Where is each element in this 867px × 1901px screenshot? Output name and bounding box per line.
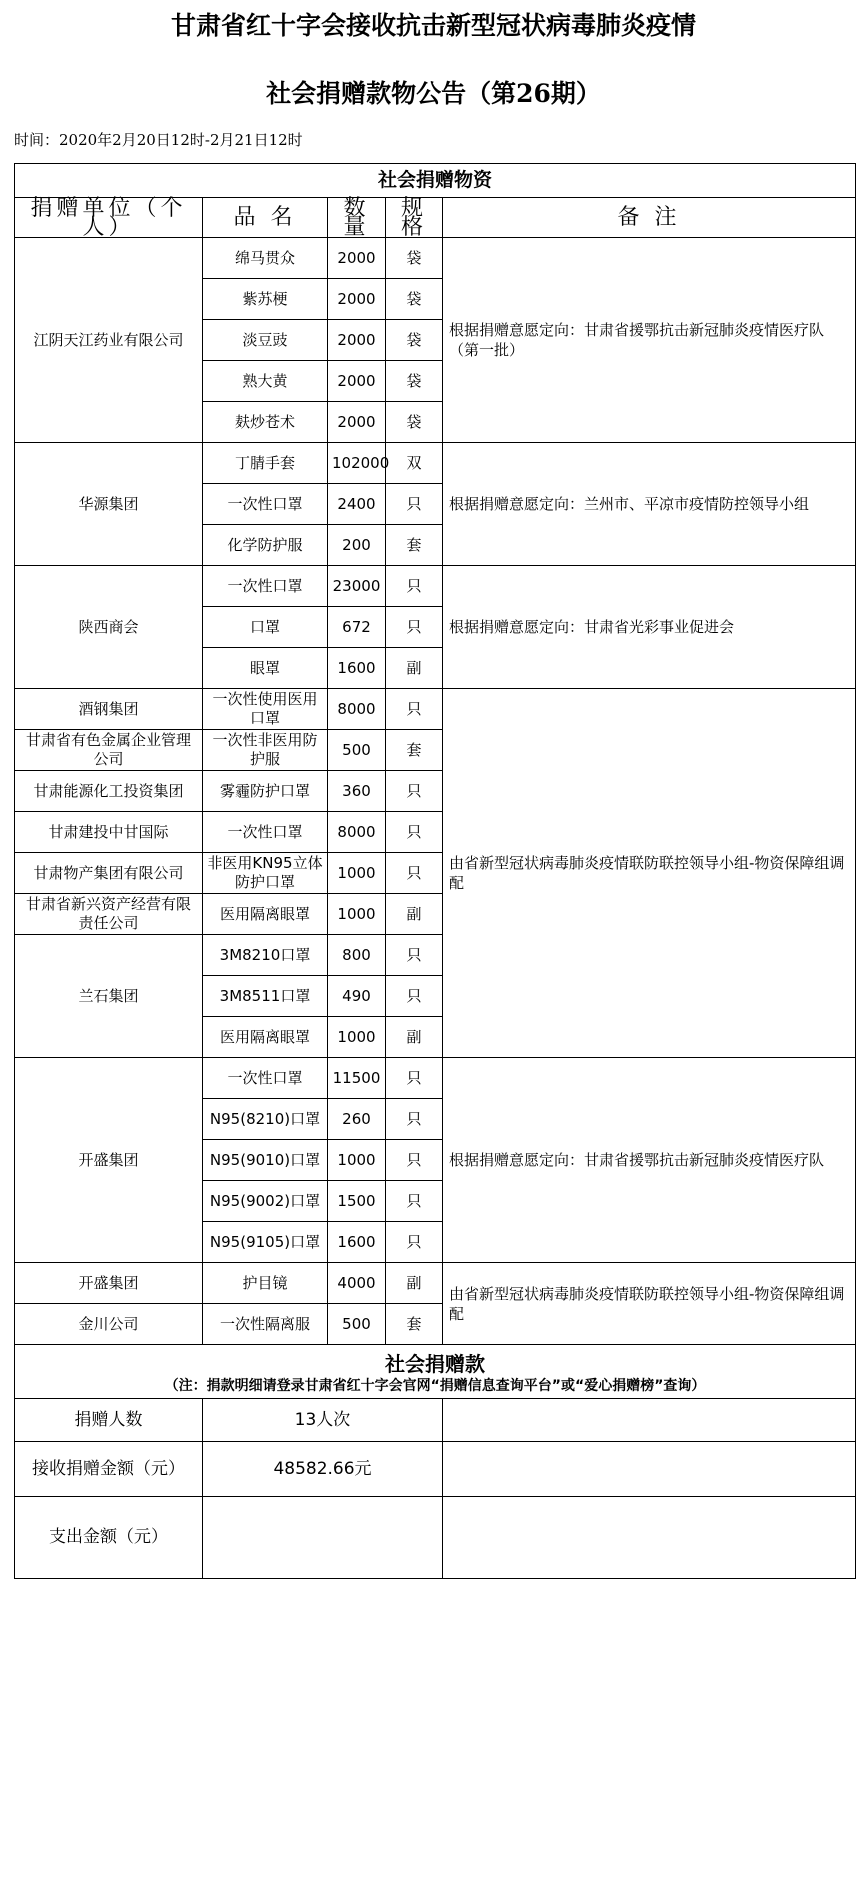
item-quantity: 1500: [328, 1181, 386, 1222]
donor-count-value: 13人次: [203, 1399, 443, 1442]
item-name: 护目镜: [203, 1263, 328, 1304]
item-unit: 只: [386, 566, 443, 607]
col-header-unit: 规 格: [386, 198, 443, 238]
item-unit: 袋: [386, 238, 443, 279]
header-row: [15, 198, 856, 238]
expense-blank: [443, 1497, 856, 1579]
item-name: 麸炒苍术: [203, 402, 328, 443]
item-quantity: 2000: [328, 279, 386, 320]
item-name: 紫苏梗: [203, 279, 328, 320]
donor-name: 江阴天江药业有限公司: [15, 238, 203, 443]
item-name: 医用隔离眼罩: [203, 1017, 328, 1058]
donor-name: 甘肃物产集团有限公司: [15, 853, 203, 894]
donor-name: 陕西商会: [15, 566, 203, 689]
donation-note: 根据捐赠意愿定向：甘肃省援鄂抗击新冠肺炎疫情医疗队（第一批）: [443, 238, 856, 443]
table-row: [15, 1263, 856, 1304]
table-row: [15, 689, 856, 730]
item-quantity: 1000: [328, 894, 386, 935]
item-name: 一次性口罩: [203, 812, 328, 853]
item-unit: 双: [386, 443, 443, 484]
item-quantity: 102000: [328, 443, 386, 484]
item-quantity: 800: [328, 935, 386, 976]
item-quantity: 11500: [328, 1058, 386, 1099]
item-unit: 只: [386, 607, 443, 648]
item-quantity: 23000: [328, 566, 386, 607]
item-unit: 只: [386, 976, 443, 1017]
donation-note: 根据捐赠意愿定向：甘肃省光彩事业促进会: [443, 566, 856, 689]
item-unit: 袋: [386, 402, 443, 443]
donor-name: 金川公司: [15, 1304, 203, 1345]
received-row: [15, 1442, 856, 1497]
donor-name: 兰石集团: [15, 935, 203, 1058]
item-unit: 套: [386, 730, 443, 771]
donor-name: 甘肃建投中甘国际: [15, 812, 203, 853]
table-row: [15, 443, 856, 484]
item-quantity: 2400: [328, 484, 386, 525]
item-quantity: 672: [328, 607, 386, 648]
item-quantity: 1600: [328, 1222, 386, 1263]
item-name: 绵马贯众: [203, 238, 328, 279]
page-title-line1: 甘肃省红十字会接收抗击新型冠状病毒肺炎疫情: [170, 11, 696, 40]
col-header-note: 备 注: [443, 198, 856, 238]
donor-count-label: 捐赠人数: [15, 1399, 203, 1442]
donor-name: 甘肃省新兴资产经营有限责任公司: [15, 894, 203, 935]
item-name: N95(9105)口罩: [203, 1222, 328, 1263]
item-quantity: 360: [328, 771, 386, 812]
item-unit: 只: [386, 1222, 443, 1263]
col-header-donor: 捐赠单位（个人）: [15, 198, 203, 238]
donor-count-row: [15, 1399, 856, 1442]
materials-section-title: 社会捐赠物资: [15, 164, 856, 198]
item-unit: 只: [386, 689, 443, 730]
donation-table-body: [15, 164, 856, 1345]
item-quantity: 2000: [328, 402, 386, 443]
money-section-note: （注：捐款明细请登录甘肃省红十字会官网“捐赠信息查询平台”或“爱心捐赠榜”查询）: [164, 1377, 706, 1394]
item-quantity: 1600: [328, 648, 386, 689]
expense-row: [15, 1497, 856, 1579]
donation-note: 由省新型冠状病毒肺炎疫情联防联控领导小组-物资保障组调配: [443, 689, 856, 1058]
item-quantity: 2000: [328, 320, 386, 361]
item-name: N95(9002)口罩: [203, 1181, 328, 1222]
item-quantity: 8000: [328, 689, 386, 730]
item-unit: 只: [386, 935, 443, 976]
item-name: 非医用KN95立体防护口罩: [203, 853, 328, 894]
received-label: 接收捐赠金额（元）: [15, 1442, 203, 1497]
donor-name: 华源集团: [15, 443, 203, 566]
item-name: 化学防护服: [203, 525, 328, 566]
item-unit: 套: [386, 1304, 443, 1345]
item-unit: 套: [386, 525, 443, 566]
item-unit: 袋: [386, 361, 443, 402]
item-name: 一次性使用医用口罩: [203, 689, 328, 730]
expense-value: [203, 1497, 443, 1579]
col-header-qty: 数 量: [328, 198, 386, 238]
item-name: 医用隔离眼罩: [203, 894, 328, 935]
item-quantity: 200: [328, 525, 386, 566]
item-name: 熟大黄: [203, 361, 328, 402]
item-unit: 副: [386, 1263, 443, 1304]
donor-count-blank: [443, 1399, 856, 1442]
table-row: [15, 238, 856, 279]
item-unit: 只: [386, 1099, 443, 1140]
item-unit: 只: [386, 484, 443, 525]
item-unit: 副: [386, 1017, 443, 1058]
item-quantity: 2000: [328, 361, 386, 402]
item-unit: 只: [386, 812, 443, 853]
money-section-cell: [15, 1345, 856, 1399]
item-quantity: 2000: [328, 238, 386, 279]
item-quantity: 1000: [328, 853, 386, 894]
item-name: 淡豆豉: [203, 320, 328, 361]
item-quantity: 8000: [328, 812, 386, 853]
table-row: [15, 566, 856, 607]
item-unit: 副: [386, 648, 443, 689]
money-section-row: [15, 1345, 856, 1399]
time-range: 时间：2020年2月20日12时-2月21日12时: [14, 131, 303, 149]
received-blank: [443, 1442, 856, 1497]
item-name: 眼罩: [203, 648, 328, 689]
item-quantity: 500: [328, 1304, 386, 1345]
item-unit: 只: [386, 1181, 443, 1222]
item-quantity: 490: [328, 976, 386, 1017]
received-value: 48582.66元: [203, 1442, 443, 1497]
donation-note: 根据捐赠意愿定向：兰州市、平凉市疫情防控领导小组: [443, 443, 856, 566]
donor-name: 甘肃省有色金属企业管理公司: [15, 730, 203, 771]
item-name: 一次性口罩: [203, 566, 328, 607]
item-name: 3M8511口罩: [203, 976, 328, 1017]
item-name: N95(9010)口罩: [203, 1140, 328, 1181]
donation-note: 根据捐赠意愿定向：甘肃省援鄂抗击新冠肺炎疫情医疗队: [443, 1058, 856, 1263]
donor-name: 酒钢集团: [15, 689, 203, 730]
item-quantity: 500: [328, 730, 386, 771]
donation-note: 由省新型冠状病毒肺炎疫情联防联控领导小组-物资保障组调配: [443, 1263, 856, 1345]
donor-name: 甘肃能源化工投资集团: [15, 771, 203, 812]
item-name: 丁腈手套: [203, 443, 328, 484]
item-quantity: 1000: [328, 1017, 386, 1058]
item-unit: 只: [386, 771, 443, 812]
item-unit: 只: [386, 853, 443, 894]
donor-name: 开盛集团: [15, 1058, 203, 1263]
donation-table: [14, 163, 856, 1579]
item-name: 一次性口罩: [203, 484, 328, 525]
item-unit: 袋: [386, 279, 443, 320]
item-quantity: 260: [328, 1099, 386, 1140]
item-unit: 只: [386, 1058, 443, 1099]
item-quantity: 1000: [328, 1140, 386, 1181]
item-name: N95(8210)口罩: [203, 1099, 328, 1140]
item-name: 3M8210口罩: [203, 935, 328, 976]
item-name: 口罩: [203, 607, 328, 648]
materials-section-row: [15, 164, 856, 198]
item-unit: 袋: [386, 320, 443, 361]
money-section: [15, 1345, 856, 1579]
money-section-title: 社会捐赠款: [385, 1351, 486, 1376]
item-name: 一次性非医用防护服: [203, 730, 328, 771]
item-unit: 只: [386, 1140, 443, 1181]
item-unit: 副: [386, 894, 443, 935]
expense-label: 支出金额（元）: [15, 1497, 203, 1579]
page-title-line2: 社会捐赠款物公告（第26期）: [266, 79, 601, 108]
table-row: [15, 1058, 856, 1099]
item-name: 一次性隔离服: [203, 1304, 328, 1345]
donor-name: 开盛集团: [15, 1263, 203, 1304]
item-name: 一次性口罩: [203, 1058, 328, 1099]
item-name: 雾霾防护口罩: [203, 771, 328, 812]
item-quantity: 4000: [328, 1263, 386, 1304]
col-header-item: 品 名: [203, 198, 328, 238]
